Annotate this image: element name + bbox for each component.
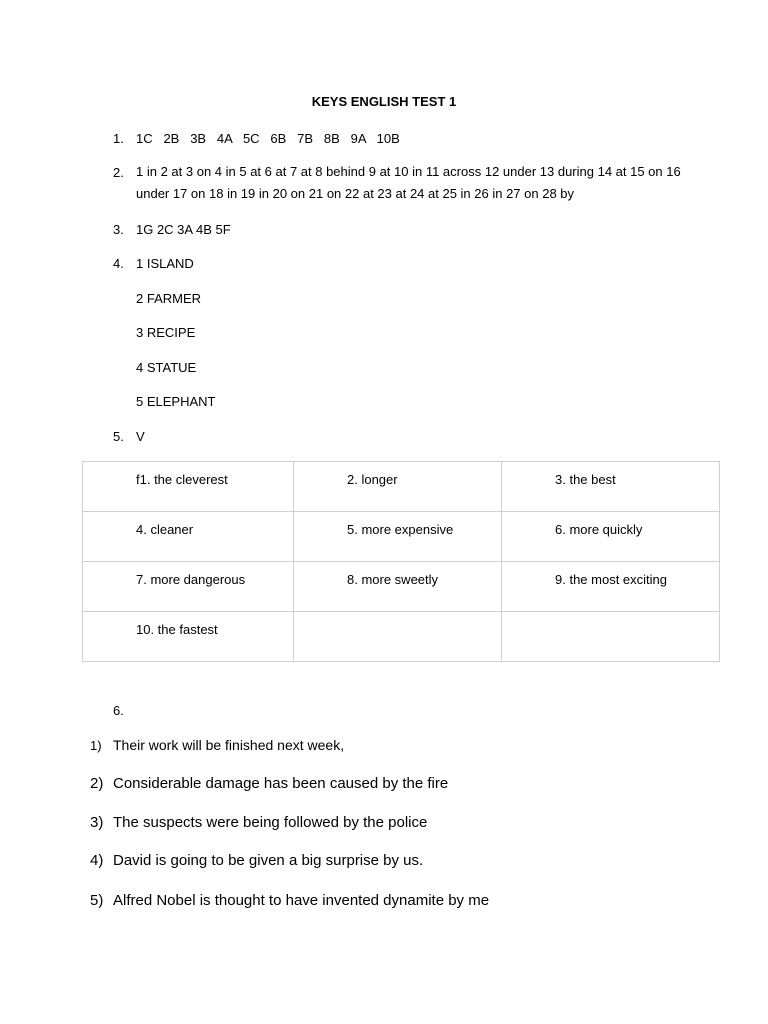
item-3-answers: 1G 2C 3A 4B 5F [136,222,231,237]
sentence-3-number: 3) [90,814,104,831]
table-row [83,612,720,662]
sentence-2-text: Considerable damage has been caused by the fire [113,775,449,792]
sentence-5-text: Alfred Nobel is thought to have invented dynamite by me [113,892,490,909]
answers-table [82,461,720,662]
item-4-line-1: 1 ISLAND [136,256,194,271]
table-cell: 2. longer [294,462,502,512]
item-2-number: 2. [113,165,124,180]
table-cell: 4. cleaner [83,512,294,562]
sentence-3-text: The suspects were being followed by the police [113,814,428,831]
sentence-4-text: David is going to be given a big surprise by us. [113,852,424,869]
table-cell: 9. the most exciting [502,562,720,612]
item-4-line-3: 3 RECIPE [136,325,196,340]
table-cell: f1. the cleverest [83,462,294,512]
table-row [83,512,720,562]
item-1-number: 1. [113,131,124,146]
item-3-number: 3. [113,222,124,237]
table-cell [502,612,720,662]
sentence-5-number: 5) [90,892,104,909]
item-5-number: 5. [113,429,124,444]
page-title: KEYS ENGLISH TEST 1 [311,94,457,109]
sentence-1-number: 1) [90,738,102,753]
item-4-line-4: 4 STATUE [136,360,197,375]
sentence-2-number: 2) [90,775,104,792]
table-row [83,462,720,512]
table-row [83,562,720,612]
sentence-4-number: 4) [90,852,104,869]
item-4-line-5: 5 ELEPHANT [136,394,216,409]
section-6-number: 6. [113,703,124,718]
table-cell: 7. more dangerous [83,562,294,612]
table-cell: 6. more quickly [502,512,720,562]
item-1-answers: 1C 2B 3B 4A 5C 6B 7B 8B 9A 10B [136,131,400,146]
item-4-line-2: 2 FARMER [136,291,202,306]
item-5-answer: V [136,429,145,444]
table-cell: 8. more sweetly [294,562,502,612]
table-cell: 5. more expensive [294,512,502,562]
sentence-1-text: Their work will be finished next week, [113,737,345,753]
table-cell: 3. the best [502,462,720,512]
table-cell [294,612,502,662]
item-2-answers: 1 in 2 at 3 on 4 in 5 at 6 at 7 at 8 behind 9 at 10 in 11 across 12 under 13 during 14 at 15 on 16 under 17 on 18 in 19 in 20 on 21 on 22 at 23 at 24 at 25 in 26 in 27 on 28 by [136,164,681,201]
item-4-number: 4. [113,256,124,271]
table-cell: 10. the fastest [83,612,294,662]
